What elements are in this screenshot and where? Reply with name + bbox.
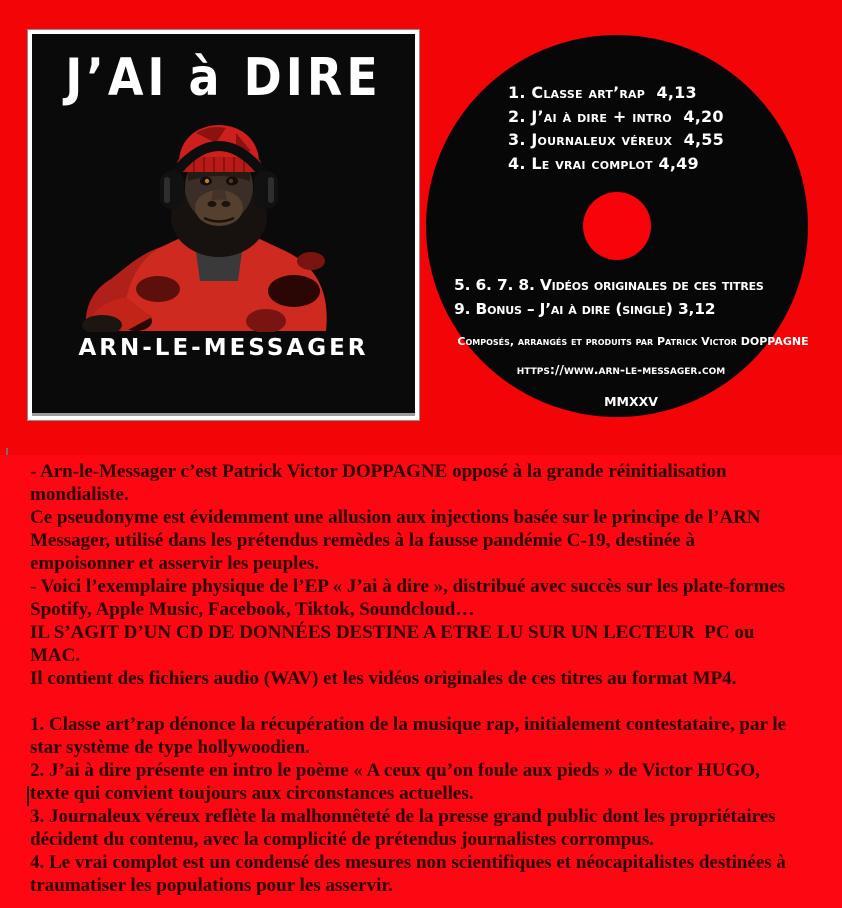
disc-extra-track-line: 9. Bonus – J’ai à dire (single) 3,12 [454,299,716,318]
disc-extra-track-list [454,274,764,321]
description-line: Messager, utilisé dans les prétendus remèdes à la fausse pandémie C-19, destinée à [30,530,695,551]
gorilla-illustration [66,120,373,332]
document-text-section[interactable] [0,455,842,908]
description-line: - Voici l’exemplaire physique de l’EP « J’ai à dire », distribué avec succès sur les plate-formes [30,576,786,597]
description-line: IL S’AGIT D’UN CD DE DONNÉES DESTINE A ETRE LU SUR UN LECTEUR PC ou [30,622,755,643]
description-line: Ce pseudonyme est évidemment une allusion aux injections basée sur le principe de l’ARN [30,507,761,528]
disc-extra-track-line: 5. 6. 7. 8. Vidéos originales de ces titres [454,276,764,294]
description-text [30,460,822,897]
description-line: décident du contenu, avec la complicité de prétendus journalistes corrompus. [30,829,654,850]
album-artist: ARN-LE-MESSAGER [78,335,369,361]
disc-center-hole [583,192,651,260]
disc-track-line: 3. Journaleux véreux 4,55 [508,130,724,149]
description-line: mondialiste. [30,484,129,505]
description-line: MAC. [30,645,81,666]
description-line: empoisonner et asservir les peuples. [30,553,320,574]
description-line: 2. J’ai à dire présente en intro le poème « A ceux qu’on foule aux pieds » de Victor HUGO, [30,760,760,781]
text-cursor [27,786,29,806]
description-line: star système de type hollywoodien. [30,737,310,758]
description-line: 4. Le vrai complot est un condensé des mesures non scientifiques et néocapitalistes destinées à [30,852,786,873]
disc-website-url: https://www.arn-le-messager.com [516,362,726,377]
disc-track-list [508,81,724,175]
disc-track-line: 4. Le vrai complot 4,49 [508,153,699,173]
description-line: texte qui convient toujours aux circonstances actuelles. [30,783,474,804]
disc-track-line: 1. Classe art’rap 4,13 [508,83,697,102]
description-line: 1. Classe art’rap dénonce la récupération de la musique rap, initialement contestataire, par le [30,714,787,735]
disc-year: MMXXV [604,394,658,409]
cd-disc [426,35,808,417]
description-line: Il contient des fichiers audio (WAV) et les vidéos originales de ces titres au format MP4. [30,668,737,689]
disc-track-line: 2. J’ai à dire + intro 4,20 [508,106,724,126]
description-line: traumatiser les populations pour les asservir. [30,875,393,896]
description-line [30,690,822,713]
disc-credits: Composés, arrangés et produits par Patrick Victor DOPPAGNE [457,335,809,348]
album-title: J’AI à DIRE [65,46,382,108]
album-cover [28,30,419,420]
description-line: Spotify, Apple Music, Facebook, Tiktok, Soundcloud… [30,599,475,620]
description-line: - Arn-le-Messager c’est Patrick Victor DOPPAGNE opposé à la grande réinitialisation [30,461,727,482]
description-line: 3. Journaleux véreux reflète la malhonnêteté de la presse grand public dont les propriétaires [30,806,776,827]
